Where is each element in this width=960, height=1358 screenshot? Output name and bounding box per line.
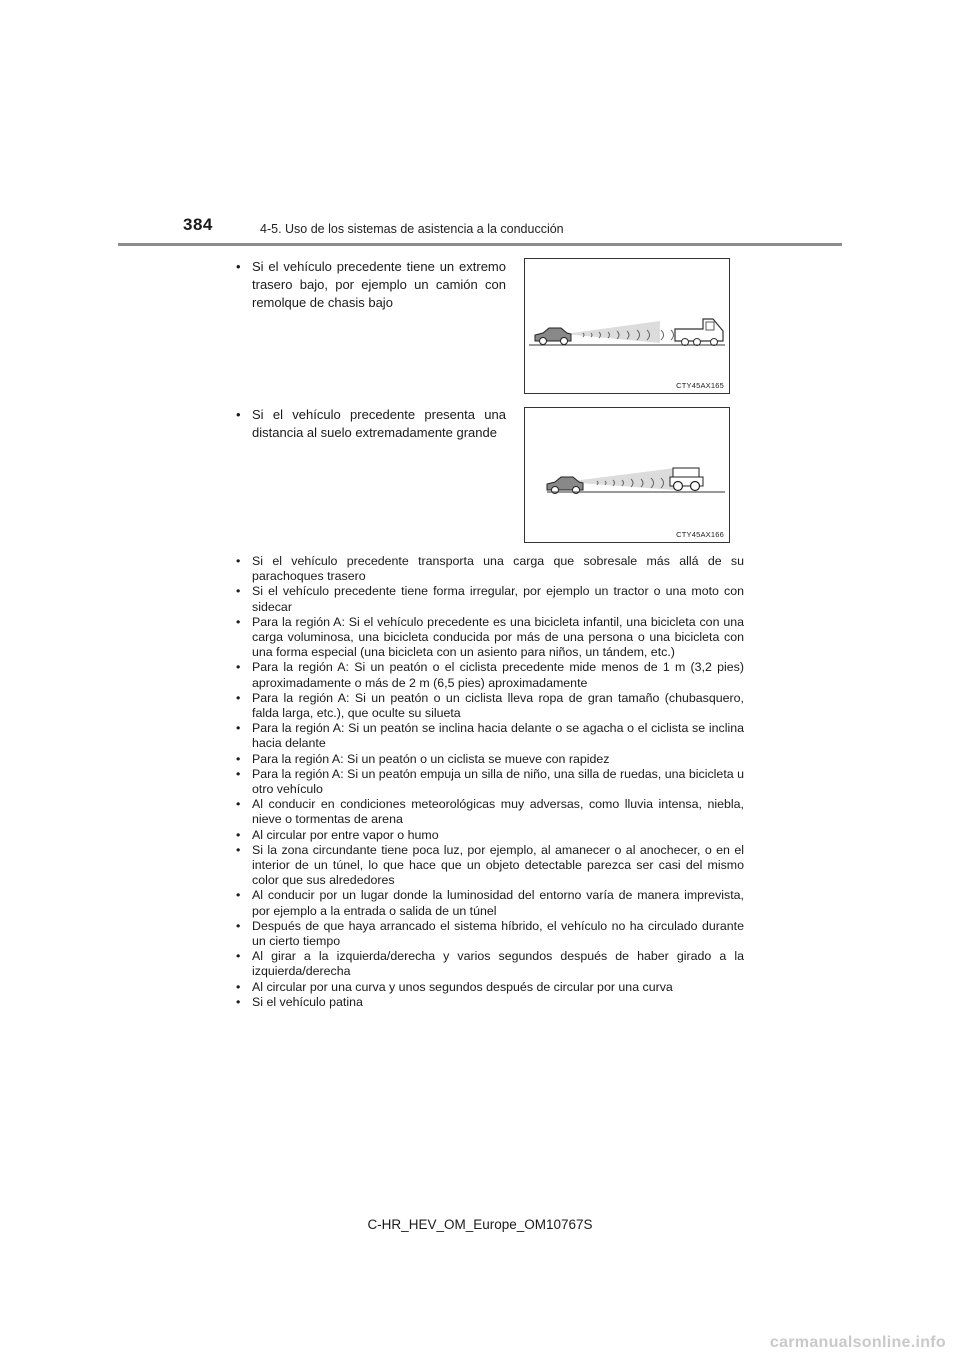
list-item [236, 980, 744, 995]
list-item-text: Si el vehículo patina [252, 994, 363, 1009]
list-item [236, 721, 744, 751]
figure-code: CTY45AX165 [676, 381, 724, 390]
bullet-marker: • [236, 888, 241, 903]
list-item-text: Para la región A: Si el vehículo precedente es una bicicleta infantil, una bicicleta con una carga voluminosa, una bicicleta conducida por más de una persona o una bicicleta con una forma especial (una bicicleta con un asiento para niños, un tándem, etc.) [252, 614, 744, 660]
list-item-text: Para la región A: Si un peatón se inclina hacia delante o se agacha o el ciclista se inclina hacia delante [252, 721, 744, 751]
figure-low-trailer-truck [524, 258, 730, 394]
section-title: 4-5. Uso de los sistemas de asistencia a la conducción [260, 222, 564, 236]
list-item [236, 797, 744, 827]
list-item-text: Para la región A: Si un peatón o un ciclista lleva ropa de gran tamaño (chubasquero, falda larga, etc.), que oculte su silueta [252, 690, 744, 721]
bullet-marker: • [236, 614, 241, 629]
bullet-marker: • [236, 979, 241, 994]
figure-item-text: Si el vehículo precedente tiene un extremo trasero bajo, por ejemplo un camión con remolque de chasis bajo [252, 259, 506, 310]
list-item [236, 767, 744, 797]
figure-item-low-rear-end [236, 258, 506, 312]
figure-high-clearance-vehicle [524, 407, 730, 543]
list-item-text: Para la región A: Si un peatón empuja un silla de niño, una silla de ruedas, una bicicleta u otro vehículo [252, 766, 744, 797]
list-item-text: Al circular por entre vapor o humo [252, 827, 439, 842]
bullet-marker: • [236, 827, 241, 842]
figure-item-text: Si el vehículo precedente presenta una distancia al suelo extremadamente grande [252, 407, 506, 440]
list-item [236, 615, 744, 661]
bullet-marker: • [236, 797, 241, 812]
figure-code: CTY45AX166 [676, 530, 724, 539]
list-item [236, 949, 744, 979]
list-item [236, 888, 744, 918]
conditions-bullet-list [236, 554, 744, 1010]
bullet-marker: • [236, 994, 241, 1009]
list-item [236, 752, 744, 767]
bullet-marker: • [236, 949, 241, 964]
bullet-marker: • [236, 721, 241, 736]
list-item-text: Al circular por una curva y unos segundos después de circular por una curva [252, 979, 673, 994]
bullet-marker: • [236, 842, 241, 857]
list-item-text: Si el vehículo precedente tiene forma irregular, por ejemplo un tractor o una moto con sidecar [252, 584, 744, 614]
list-item-text: Para la región A: Si un peatón o un ciclista se mueve con rapidez [252, 751, 610, 766]
list-item [236, 691, 744, 721]
bullet-marker: • [236, 259, 241, 274]
list-item-text: Para la región A: Si un peatón o el ciclista precedente mide menos de 1 m (3,2 pies) aproximadamente o más de 2 m (6,5 pies) aproximadamente [252, 660, 744, 690]
document-id: C-HR_HEV_OM_Europe_OM10767S [367, 1217, 593, 1232]
bullet-marker: • [236, 918, 241, 933]
list-item [236, 554, 744, 584]
list-item [236, 843, 744, 889]
bullet-marker: • [236, 751, 241, 766]
list-item-text: Si la zona circundante tiene poca luz, por ejemplo, al amanecer o al anochecer, o en el interior de un túnel, lo que hace que un objeto detectable parezca ser casi del mismo color que sus alrededores [252, 842, 744, 888]
suv-illustration [525, 408, 729, 542]
bullet-marker: • [236, 660, 241, 675]
list-item [236, 995, 744, 1010]
figure-item-high-clearance [236, 406, 506, 442]
list-item [236, 919, 744, 949]
truck-illustration [525, 259, 729, 393]
bullet-marker: • [236, 584, 241, 599]
page-number: 384 [183, 215, 213, 234]
list-item [236, 828, 744, 843]
list-item-text: Al conducir en condiciones meteorológicas muy adversas, como lluvia intensa, niebla, nieve o tormentas de arena [252, 797, 744, 827]
list-item-text: Al girar a la izquierda/derecha y varios segundos después de haber girado a la izquierda/derecha [252, 949, 744, 979]
list-item-text: Al conducir por un lugar donde la luminosidad del entorno varía de manera imprevista, por ejemplo a la entrada o salida de un túnel [252, 888, 744, 918]
header-divider [118, 243, 842, 246]
bullet-marker: • [236, 407, 241, 422]
bullet-marker: • [236, 554, 241, 568]
bullet-marker: • [236, 766, 241, 781]
list-item [236, 660, 744, 690]
bullet-marker: • [236, 690, 241, 705]
watermark-text: carmanualsonline.info [769, 1334, 946, 1351]
list-item [236, 584, 744, 614]
list-item-text: Después de que haya arrancado el sistema híbrido, el vehículo no ha circulado durante un cierto tiempo [252, 918, 744, 949]
list-item-text: Si el vehículo precedente transporta una carga que sobresale más allá de su parachoques trasero [252, 554, 744, 584]
